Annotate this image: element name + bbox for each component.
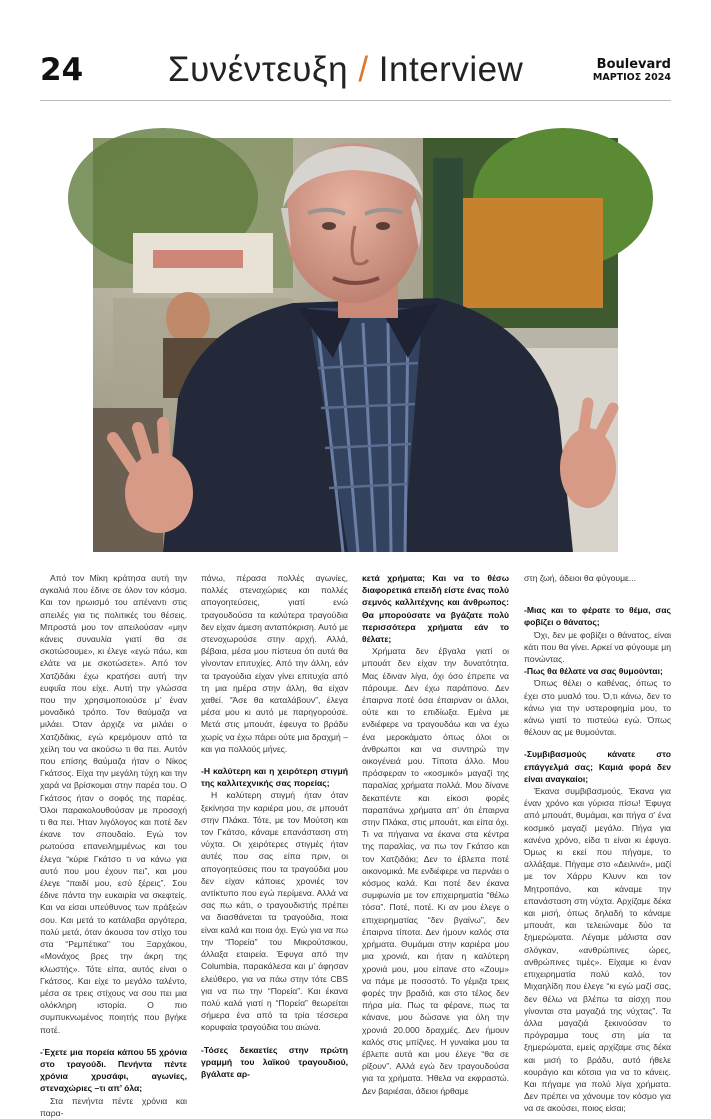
paragraph: Στα πενήντα πέντε χρόνια και παρα- bbox=[40, 1095, 187, 1118]
header-divider bbox=[40, 100, 671, 101]
interview-question: -Έχετε μια πορεία κάπου 55 χρόνια στο τραγούδι. Πενήντα πέντε χρόνια χρυσάφι, αγωνίες, στεναχώριες –τι απ’ όλα; bbox=[40, 1046, 187, 1094]
section-title-greek: Συνέντευξη bbox=[168, 50, 349, 89]
article-column-2 bbox=[201, 572, 348, 1079]
magazine-name: Boulevard bbox=[596, 57, 671, 72]
paragraph: Όπως θέλει ο καθένας, όπως το έχει στο μυαλό του. Ό,τι κάνω, δεν το κάνω για την υστεροφημία μου, το κάνω γιατί το πιστεύω εγώ. Όπως θέλουν ας με θυμούνται. bbox=[524, 678, 671, 738]
interview-question: κετά χρήματα; Και να το θέσω διαφορετικά επειδή είστε ένας πολύ σεμνός καλλιτέχνης και άνθρωπος: Θα μπορούσατε να βγάζατε πολύ περισσότερα χρήματα εάν το θέλατε; bbox=[362, 573, 509, 645]
paragraph: στη ζωή, άδειοι θα φύγουμε... bbox=[524, 573, 637, 583]
paragraph: Χρήματα δεν έβγαλα γιατί οι μπουάτ δεν είχαν την δυνατότητα. Μας έδιναν λίγα, όχι όσο έπρεπε να πάρουμε. Δεν έχω παράπονο. Δεν έπαιρνα ποτέ όσα έπαιρναν οι άλλοι, ούτε και το επιδίωξα. Εμένα με ενδιέφερε να τραγουδάω και να έχω ένα μεροκάματο όπως όλοι οι άνθρωποι και να συντηρώ την οικογένειά μου. Τίποτα άλλο. Μου πρόσφεραν το «κοσμικό» μαγαζί της παραλίας χρήματα πολλά. Μου δίνανε δεκαπέντε και είκοσι φορές παραπάνω χρήματα απ’ ότι έπαιρνα στην Πλάκα, στις μπουάτ, και είπα όχι. Τι να πήγαινα να έκανα στα κέντρα της παραλίας, να πω τον Γκάτσο και τον Χατζιδάκι; Δεν το έβλεπα ποτέ οικονομικά. Με ενδιέφερε να περνάει ο κόσμος καλά. Και ποτέ δεν έκανα συμφωνία με τον επιχειρηματία “θέλω τόσα”. Ποτέ, ποτέ. Κι αν μου έλεγε ο επιχειρηματίας “δεν βγαίνω”, δεν έπαιρνα τίποτα. Δεν ήμουν καλός στα χρήματα. Θυμάμαι στην καριέρα μου μια χρονιά, και ήταν η καλύτερη χρονιά μου, μου είπανε στο «Ζουμ» να πάμε με ποσοστό. Το γέμιζα τρεις φορές την βραδιά, και στο τέλος δεν πήρα μία. Πως τα φέρανε, πως τα κάνανε, μου δώσανε για όλη την χρονιά 20.000 δραχμές. Δεν ήμουν καλός στις μπίζνες. Η γυναίκα μου τα έβλεπε αυτά και μου έλεγε “θα σε ρίξουν”. Αλλά εγώ δεν τραγουδούσα για τα χρήματα. Ήθελα να εκφραστώ. Δεν βαριέσαι, άδειοι ήρθαμε bbox=[362, 646, 509, 1096]
article-column-4 bbox=[524, 572, 671, 1114]
issue-date: ΜΑΡΤΙΟΣ 2024 bbox=[592, 72, 671, 83]
masthead bbox=[593, 58, 671, 84]
article-body bbox=[40, 572, 671, 1118]
article-column-1 bbox=[40, 572, 187, 1118]
paragraph: Έκανα συμβιβασμούς. Έκανα για έναν χρόνο και γύρισα πίσω! Έφυγα από μπουάτ, θυμάμαι, και πήγα σ’ ένα κοσμικό μαγαζί μεγάλο. Πήγα για κανένα χρόνο, είδα τι είναι κι έφυγα. Όμως κι εκεί που πήγαμε, το αλλάξαμε. Πήγαμε στο «Δειλινά», μαζί με τον Χάρρυ Κλυνν και τον Μητροπάνο, και κάναμε την επανάσταση στη νύχτα. Αρχίζαμε δέκα και μισή, όπως δηλαδή το κάναμε μπουάτ, και τελειώναμε δύο τα ξημερώματα. Λέγαμε μάλιστα σαν σλόγκαν, «ανθρώπινες ώρες, ανθρώπινες τιμές». Είχαμε κι έναν επιχειρηματία πολύ καλό, τον Μιχαηλίδη που έλεγε “κι εγώ μαζί σας, δεν θέλω να βλέπω τα αίσχη που γίνονται στα μαγαζιά της νύχτας”. Τα άλλα μαγαζιά ξεκινούσαν το πρόγραμμα τους στη μία τα ξημερώματα, εμείς αρχίζαμε στις δέκα και μισή το βράδυ, αυτό ήθελε κουράγιο και κότσια για να το κάνεις. Και πήγαμε για πολύ λίγα χρήματα. Δεν πρέπει να χάνουμε τον κόσμο για να σε ακούσει, ποιος είσαι; bbox=[524, 786, 671, 1114]
section-title-separator: / bbox=[348, 50, 379, 89]
article-column-3 bbox=[362, 572, 509, 1096]
interview-question: -Συμβιβασμούς κάνατε στο επάγγελμά σας; Καμιά φορά δεν είναι αναγκαίοι; bbox=[524, 749, 671, 784]
paragraph: Όχι, δεν με φοβίζει ο θάνατος, είναι κάτι που θα γίνει. Αρκεί να φύγουμε μη πονώντας. bbox=[524, 629, 671, 665]
interview-question: -Τόσες δεκαετίες στην πρώτη γραμμή του λαϊκού τραγουδιού, βγάλατε αρ- bbox=[201, 1044, 348, 1079]
interview-photo bbox=[93, 138, 618, 552]
interview-question: -Πως θα θέλατε να σας θυμούνται; bbox=[524, 666, 663, 677]
interview-question: -Μιας και το φέρατε το θέμα, σας φοβίζει ο θάνατος; bbox=[524, 605, 671, 628]
section-title-english: Interview bbox=[378, 50, 524, 89]
paragraph: Από τον Μίκη κράτησα αυτή την αγκαλιά που έδινε σε όλον τον κόσμο. Και τον ηρωισμό του απέναντι στις απειλές για τις πολιτικές του θέσεις. Μπροστά μου τον απειλούσαν «μην κάνεις συναυλία γιατί θα σε σκοτώσουμε», κι έλεγε «εγώ πάω, και ελάτε να με σκοτώσετε». Από τον Χατζιδάκι έχω κρατήσει αυτή την ευφυΐα που είχε. Αυτή την γλώσσα που την χρησιμοποιούσε μ’ έναν μοναδικό τρόπο. Τον θαύμαζα να μιλάει. Όταν άρχιζε να μιλάει ο Χατζιδάκις, εγώ κρεμόμουν από τα χείλη του να ακούσω τι θα πει. Αυτόν που επίσης θαύμαζα ήταν ο Νίκος Γκάτσος. Είχα την μεγάλη τύχη και την χαρά να βρίσκομαι στην παρέα του. Ο Γκάτσος ήταν ο σοφός της παρέας. Όλοι παρακολουθούσαν με προσοχή τι θα πει. Ήταν λιγόλογος και ποτέ δεν έκανε τον σπουδαίο. Εγώ τον ρωτούσα επανειλημμένως και του έλεγα “κύριε Γκάτσο τι να κάνω για αυτό που μου έχουν πει”, και μου έλεγε “παιδί μου, εσύ ξέρεις”. Σου έδινε πάντα την ευκαιρία να σκεφτείς. Και να είσαι υπεύθυνος των πράξεών σου. Και μετά το κατάλαβα αργότερα, πολύ μετά, όταν άκουσα τον στίχο του στα “Ρεμπέτικα” του Ξαρχάκου, «Μονάχος βρες την άκρη της κλωστής». Τότε είπα, αυτός είναι ο Γκάτσος. Και είχε το μεγάλο ταλέντο, μέσα σε τρεις στίχους να σου πει μια ολόκληρη ιστορία. Ο πιο συμπυκνωμένος ποιητής που βγήκε ποτέ. bbox=[40, 573, 187, 1035]
page-number: 24 bbox=[40, 52, 84, 88]
section-title bbox=[168, 48, 523, 92]
page-header bbox=[40, 48, 671, 96]
interview-question: -Η καλύτερη και η χειρότερη στιγμή της καλλιτεχνικής σας πορείας; bbox=[201, 766, 348, 789]
paragraph: πάνω, πέρασα πολλές αγωνίες, πολλές στεναχώριες και πολλές απογοητεύσεις, γιατί ενώ τραγουδούσα τα καλύτερα τραγούδια δεν είχαν άμεση ανταπόκριση. Αυτό με στενοχωρούσε στην αρχή. Αλλά, βέβαια, μέσα μου πίστευα ότι αυτά θα γίνονταν επιτυχίες. Από την άλλη, εάν τα τραγούδια είχαν γίνει επιτυχία από τη μια ημέρα στην άλλη, θα είχαν χαθεί. “Άσε θα καταλάβουν”, έλεγα μέσα μου κι αυτό με παρηγορούσε. Μετά στις μπουάτ, έφευγα το βράδυ χωρίς να έχω πάρει ούτε μια δραχμή –και για πολλούς μήνες. bbox=[201, 573, 348, 754]
paragraph: Η καλύτερη στιγμή ήταν όταν ξεκίνησα την καριέρα μου, σε μπουάτ στην Πλάκα. Τότε, με τον Μούτση και τον Γκάτσο, κάναμε επανάσταση στη νύχτα. Οι χειρότερες στιγμές ήταν αυτές που σας είπα πριν, οι απογοητεύσεις που τα τραγούδια μου δεν είχαν κάποιες χρονιές τον αντίκτυπο που εγώ περίμενα. Αλλά να σας πω κάτι, ο τραγουδιστής πρέπει να διασθάνεται τα τραγούδια, ποια είναι καλά και ποια όχι. Εγώ για να πω την “Πορεία” του Μικρούτσικου, άλλαξα εταιρεία. Έφυγα από την Columbia, παρακάλεσα και μ’ άφησαν ελεύθερο, για να πάω στην τότε CBS για να πω την “Πορεία”. Και έκανα πολύ καλά γιατί η “Πορεία” θεωρείται σήμερα ένα από τα τρία τέσσερα κορυφαία τραγούδια του αιώνα. bbox=[201, 790, 348, 1033]
